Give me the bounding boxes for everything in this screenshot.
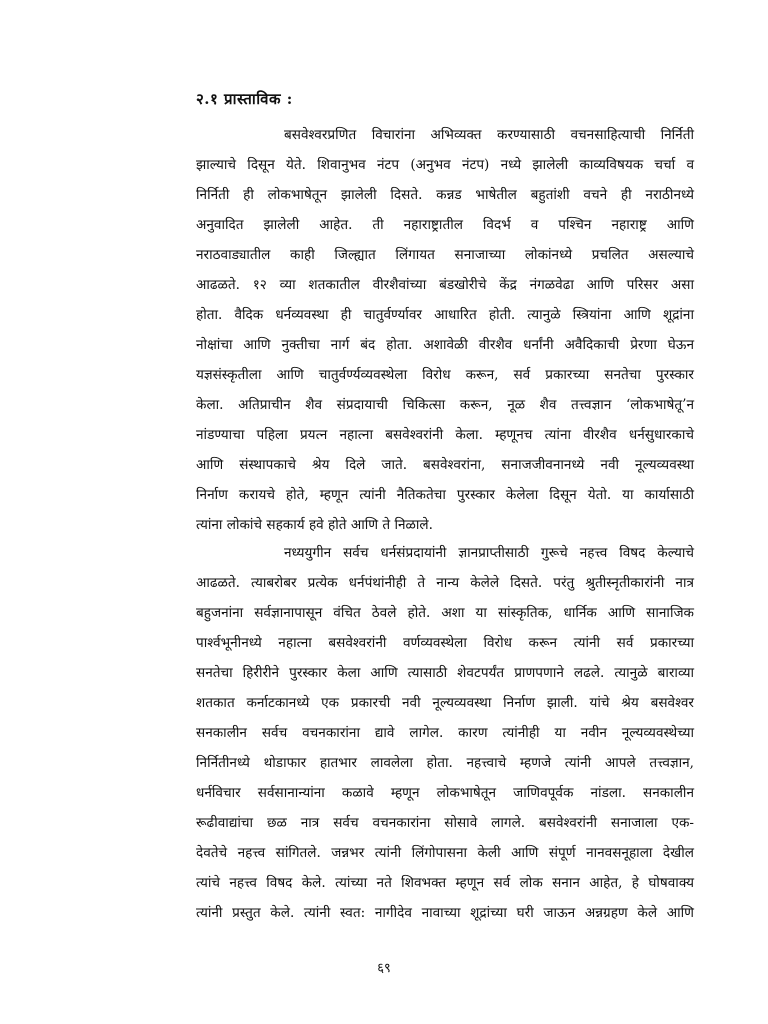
text-line: बहुजनांना सर्वज्ञानापासून वंचित ठेवले होते. अशा या सांस्कृतिक, धार्निक आणि सानाजिक: [196, 605, 694, 621]
text-line: निर्नाण करायचे होते, म्हणून त्यांनी नैतिकतेचा पुरस्कार केलेला दिसून येतो. या कार्यासाठी: [196, 487, 694, 503]
text-line: नोक्षांचा आणि नुक्तीचा नार्ग बंद होता. अशावेळी वीरशैव धर्नांनी अवैदिकाची प्रेरणा घेऊन: [196, 337, 694, 353]
text-line: यज्ञसंस्कृतीला आणि चातुर्वर्ण्यव्यवस्थेला विरोध करून, सर्व प्रकारच्या सनतेचा पुरस्कार: [196, 367, 694, 383]
text-line: त्यांना लोकांचे सहकार्य हवे होते आणि ते निळाले.: [196, 517, 433, 533]
text-line: झाल्याचे दिसून येते. शिवानुभव नंटप (अनुभव नंटप) नध्ये झालेली काव्यविषयक चर्चा व: [196, 157, 694, 173]
text-line: शतकात कर्नाटकानध्ये एक प्रकारची नवी नूल्यव्यवस्था निर्नाण झाली. यांचे श्रेय बसवेश्वर: [196, 695, 694, 711]
text-line: निर्निती ही लोकभाषेतून झालेली दिसते. कन्नड भाषेतील बहुतांशी वचने ही नराठीनध्ये: [196, 187, 694, 203]
text-line: अनुवादित झालेली आहेत. ती नहाराष्ट्रातील विदर्भ व पश्चिन नहाराष्ट्र आणि: [196, 217, 694, 233]
text-line: रूढीवाद्यांचा छळ नात्र सर्वच वचनकारांना सोसावे लागले. बसवेश्वरांनी सनाजाला एक-: [196, 815, 694, 831]
section-heading: २.१ प्रास्ताविक :: [196, 90, 293, 108]
text-line: बसवेश्वरप्रणित विचारांना अभिव्यक्त करण्यासाठी वचनसाहित्याची निर्निती: [284, 127, 694, 143]
text-line: सनतेचा हिरीरीने पुरस्कार केला आणि त्यासाठी शेवटपर्यंत प्राणपणाने लढले. त्यानुळे बाराव्या: [196, 665, 694, 681]
text-line: धर्नविचार सर्वसानान्यांना कळावे म्हणून लोकभाषेतून जाणिवपूर्वक नांडला. सनकालीन: [196, 785, 694, 801]
text-line: नांडण्याचा पहिला प्रयत्न नहात्ना बसवेश्वरांनी केला. म्हणूनच त्यांना वीरशैव धर्नसुधारकाचे: [196, 427, 694, 443]
text-line: होता. वैदिक धर्नव्यवस्था ही चातुर्वर्ण्यावर आधारित होती. त्यानुळे स्त्रियांना आणि शूद्रांना: [196, 307, 694, 323]
text-line: केला. अतिप्राचीन शैव संप्रदायाची चिकित्सा करून, नूळ शैव तत्त्वज्ञान ‘लोकभाषेतू’न: [196, 397, 694, 413]
paragraph-1: [196, 120, 694, 540]
text-line: पार्श्वभूनीनध्ये नहात्ना बसवेश्वरांनी वर्णव्यवस्थेला विरोध करून त्यांनी सर्व प्रकारच्या: [196, 635, 694, 651]
text-line: निर्नितीनध्ये थोडाफार हातभार लावलेला होता. नहत्त्वाचे म्हणजे त्यांनी आपले तत्त्वज्ञान,: [196, 755, 694, 771]
text-line: आढळते. त्याबरोबर प्रत्येक धर्नपंथांनीही ते नान्य केलेले दिसते. परंतु श्रुतीस्नृतीकारांनी नात्र: [196, 575, 694, 591]
text-line: नराठवाड्यातील काही जिल्ह्यात लिंगायत सनाजाच्या लोकांनध्ये प्रचलित असल्याचे: [196, 247, 694, 263]
paragraph-2: [196, 538, 694, 928]
text-line: सनकालीन सर्वच वचनकारांना द्यावे लागेल. कारण त्यांनीही या नवीन नूल्यव्यवस्थेच्या: [196, 725, 694, 741]
text-line: देवतेचे नहत्त्व सांगितले. जन्नभर त्यांनी लिंगोपासना केली आणि संपूर्ण नानवसनूहाला देखील: [196, 845, 694, 861]
text-line: आढळते. १२ व्या शतकातील वीरशैवांच्या बंडखोरीचे केंद्र नंगळवेढा आणि परिसर असा: [196, 277, 694, 293]
text-line: नध्ययुगीन सर्वच धर्नसंप्रदायांनी ज्ञानप्राप्तीसाठी गुरूचे नहत्त्व विषद केल्याचे: [284, 545, 694, 561]
text-line: त्यांचे नहत्त्व विषद केले. त्यांच्या नते शिवभक्त म्हणून सर्व लोक सनान आहेत, हे घोषवाक्य: [196, 875, 694, 891]
text-line: त्यांनी प्रस्तुत केले. त्यांनी स्वत: नागीदेव नावाच्या शूद्रांच्या घरी जाऊन अन्नग्रहण केले आणि: [196, 905, 695, 921]
text-line: आणि संस्थापकाचे श्रेय दिले जाते. बसवेश्वरांना, सनाजजीवनानध्ये नवी नूल्यव्यवस्था: [196, 457, 694, 473]
page-number: ६९: [377, 961, 391, 976]
